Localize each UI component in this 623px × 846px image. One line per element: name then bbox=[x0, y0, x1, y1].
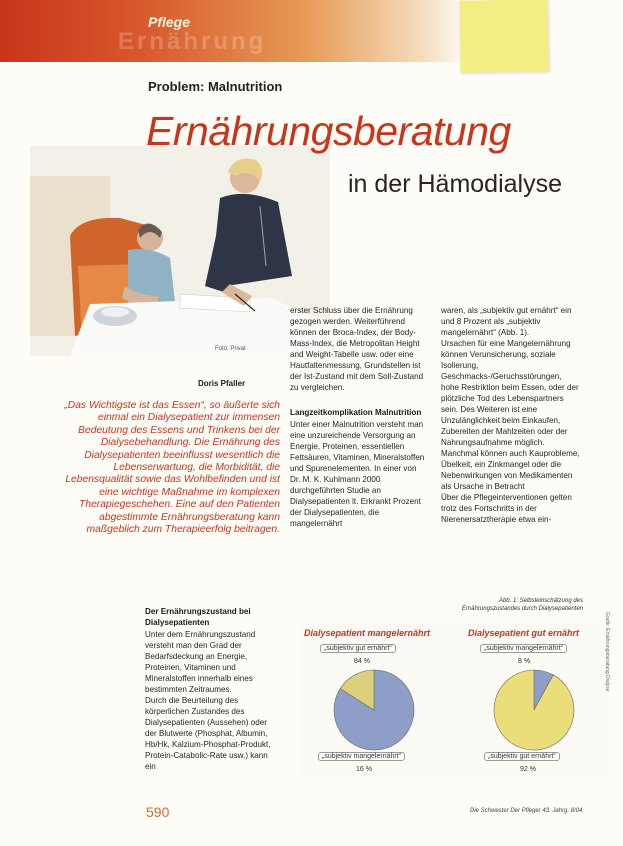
photo-illustration bbox=[30, 146, 330, 356]
header-watermark: Ernährung bbox=[118, 28, 267, 55]
pie-slice bbox=[494, 670, 574, 750]
article-title: Ernährungsberatung bbox=[146, 108, 511, 154]
page-number: 590 bbox=[146, 804, 170, 820]
chart-title-2: Dialysepatient gut ernährt bbox=[468, 628, 580, 638]
body-paragraph: Unter dem Ernährungszustand versteht man den Grad der Bedarfsdeckung an Energie, Proteinen, Vitaminen und Mineralstoffen innerhalb eines bestimmten Zeitraumes. bbox=[145, 630, 256, 694]
body-paragraph: Über die Pflegeinterventionen gelten trotz des Fortschritts in der Nierenersatztherapie etwa ein- bbox=[441, 493, 572, 524]
photo-credit: Foto: Privat bbox=[215, 346, 246, 352]
body-paragraph: waren, als „subjektiv gut ernährt“ ein und 8 Prozent als „subjektiv mangelernährt“ (Abb. 1). bbox=[441, 306, 572, 337]
pie2-callout-2: „subjektiv gut ernährt“ bbox=[484, 752, 560, 761]
pie1-value-label-1: 84 % bbox=[354, 658, 370, 665]
pie1-callout-1: „subjektiv gut ernährt“ bbox=[320, 644, 396, 653]
lead-paragraph: „Das Wichtigste ist das Essen“, so äußerte sich einmal ein Dialysepatient zur immensen Bedeutung des Essens und Trinkens bei der Dialysebehandlung. Die Ernährung des Dialysepatienten beeinflusst wesentlich die Lebenserwartung, die Morbidität, die Lebensqualität sowie das Wohlbefinden und ist eine wichtige Maßnahme im komplexen Therapiegeschehen. Eine auf den Patienten abgestimmte Ernährungsberatung kann maßgeblich zum Therapieerfolg beitragen. bbox=[64, 400, 280, 536]
journal-footer: Die Schwester Der Pfleger 43. Jahrg. 8/04 bbox=[470, 808, 583, 814]
pie2-callout-1: „subjektiv mangelernährt“ bbox=[480, 644, 567, 653]
section-label: Pflege bbox=[148, 14, 191, 30]
section-heading: Langzeitkomplikation Malnutrition bbox=[290, 408, 422, 417]
side-credit: Grafik: Ernährungsberatung Dialyse bbox=[604, 612, 610, 692]
pie-chart-2 bbox=[494, 670, 574, 750]
body-column-1 bbox=[145, 606, 280, 772]
section-heading: Der Ernährungszustand bei Dialysepatienten bbox=[145, 607, 251, 627]
pie1-callout-2: „subjektiv mangelernährt“ bbox=[318, 752, 405, 761]
author-name: Doris Pfaller bbox=[198, 379, 246, 388]
figure-caption: Abb. 1: Selbsteinschätzung des Ernährungszustandes durch Dialysepatienten bbox=[461, 598, 583, 612]
body-paragraph: Ursachen für eine Mangelernährung können Verunsicherung, soziale Isolierung, Geschmacks-/Geruchsstörungen, hohe Restriktion beim Essen, oder der plötzliche Tod des Lebenspartners sein. Des Weiteren ist eine Unzulänglichkeit beim Einkaufen, Zubereiten der Mahlzeiten oder der Nahrungsaufnahme möglich. Manchmal können auch Kauprobleme, Übelkeit, ein Zinkmangel oder die Nebenwirkungen von Medikamenten als Ursache in Betracht bbox=[441, 339, 580, 491]
body-column-3 bbox=[441, 305, 581, 525]
article-subtitle: in der Hämodialyse bbox=[348, 170, 562, 198]
body-column-2 bbox=[290, 305, 427, 529]
pie2-value-label-1: 8 % bbox=[518, 658, 531, 665]
body-paragraph: erster Schluss über die Ernährung gezogen werden. Weiterführend können der Broca-Index, der Body-Mass-Index, die Metropolitan Height and Weight-Tabelle usw. oder eine Hautfaltenmessung, Grundstellen ist der Ist-Zustand mit dem Soll-Zustand zu vergleichen. bbox=[290, 306, 424, 392]
article-kicker: Problem: Malnutrition bbox=[148, 79, 283, 94]
chart-panel bbox=[298, 620, 608, 780]
article-photo bbox=[30, 146, 330, 356]
chart-title-1: Dialysepatient mangelernährt bbox=[304, 628, 431, 638]
pie-chart-1 bbox=[334, 670, 414, 750]
pie1-value-label-2: 16 % bbox=[356, 766, 372, 773]
body-paragraph: Unter einer Malnutrition versteht man eine unzureichende Versorgung an Energie, Proteinen, essentiellen Fettsäuren, Vitaminen, Mineralstoffen und Spurenelementen. In einer von Dr. M. K. Kuhlmann 2000 durchgeführten Studie an Dialysepatienten lt. Erkrankt Prozent der Dialysepatienten, die mangelernährt bbox=[290, 420, 425, 528]
body-paragraph: Durch die Beurteilung des körperlichen Zustandes des Dialysepatienten (Aussehen) oder der Blutwerte (Phosphat, Albumin, Hb/Hk, Kalzium-Phosphat-Produkt, Protein-Catabolic-Rate usw.) kann ein bbox=[145, 696, 271, 771]
sticky-note bbox=[459, 0, 548, 73]
pie2-value-label-2: 92 % bbox=[520, 766, 536, 773]
